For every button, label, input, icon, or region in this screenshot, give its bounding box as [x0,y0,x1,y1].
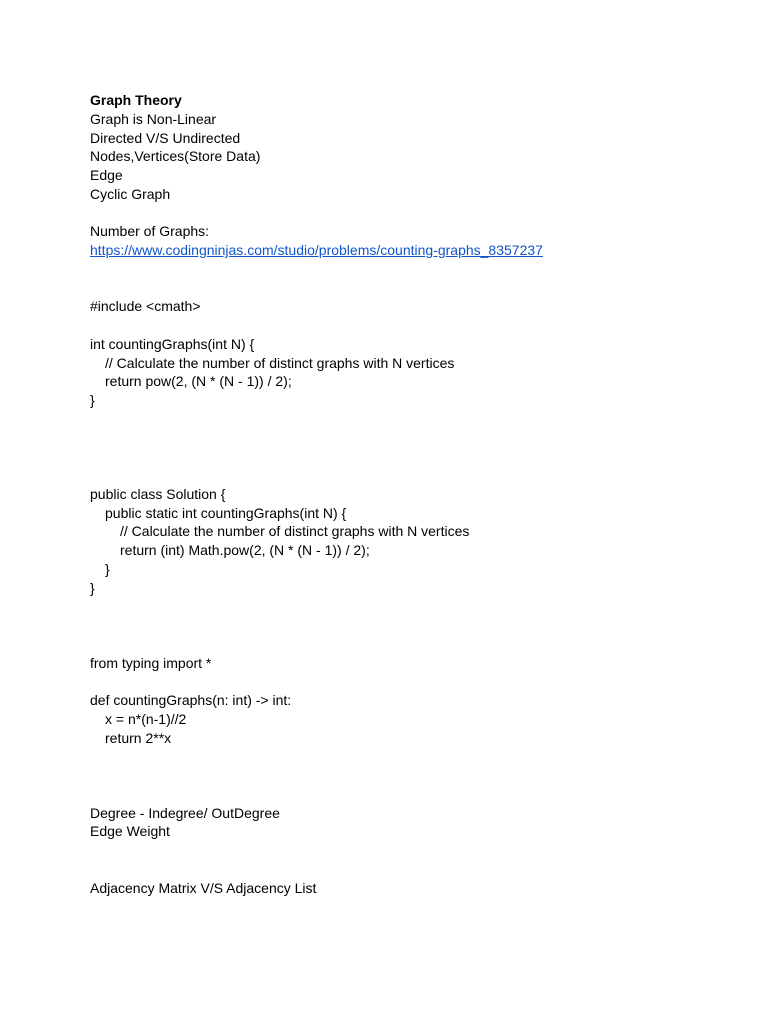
python-assign: x = n*(n-1)//2 [105,710,187,727]
number-of-graphs-label: Number of Graphs: [90,223,210,240]
problem-link[interactable]: https://www.codingninjas.com/studio/problems/counting-graphs_8357237 [90,242,543,258]
java-method-close: } [105,560,110,577]
java-class-open: public class Solution { [90,485,226,502]
degree-line: Degree - Indegree/ OutDegree [90,804,280,821]
cpp-code-block [90,297,730,410]
python-import: from typing import * [90,654,212,671]
document-page [90,91,730,897]
java-class-close: } [90,579,95,596]
python-code-block [90,654,730,748]
java-code-block [90,485,730,598]
edge-weight-line: Edge Weight [90,823,170,840]
java-method-open: public static int countingGraphs(int N) { [105,504,347,521]
adjacency-line: Adjacency Matrix V/S Adjacency List [90,879,317,896]
intro-line-nodes: Nodes,Vertices(Store Data) [90,148,261,165]
cpp-signature: int countingGraphs(int N) { [90,335,255,352]
intro-line-directed: Directed V/S Undirected [90,129,241,146]
python-return: return 2**x [105,729,172,746]
intro-line-nonlinear: Graph is Non-Linear [90,110,217,127]
cpp-include: #include <cmath> [90,298,201,315]
java-comment: // Calculate the number of distinct graphs with N vertices [120,523,470,540]
java-return: return (int) Math.pow(2, (N * (N - 1)) / 2); [120,542,370,558]
python-def: def countingGraphs(n: int) -> int: [90,692,292,708]
intro-line-edge: Edge [90,167,123,183]
cpp-close: } [90,392,95,408]
intro-line-cyclic: Cyclic Graph [90,185,171,202]
cpp-comment: // Calculate the number of distinct graphs with N vertices [105,354,455,371]
cpp-return: return pow(2, (N * (N - 1)) / 2); [105,373,292,390]
document-title: Graph Theory [90,92,182,108]
